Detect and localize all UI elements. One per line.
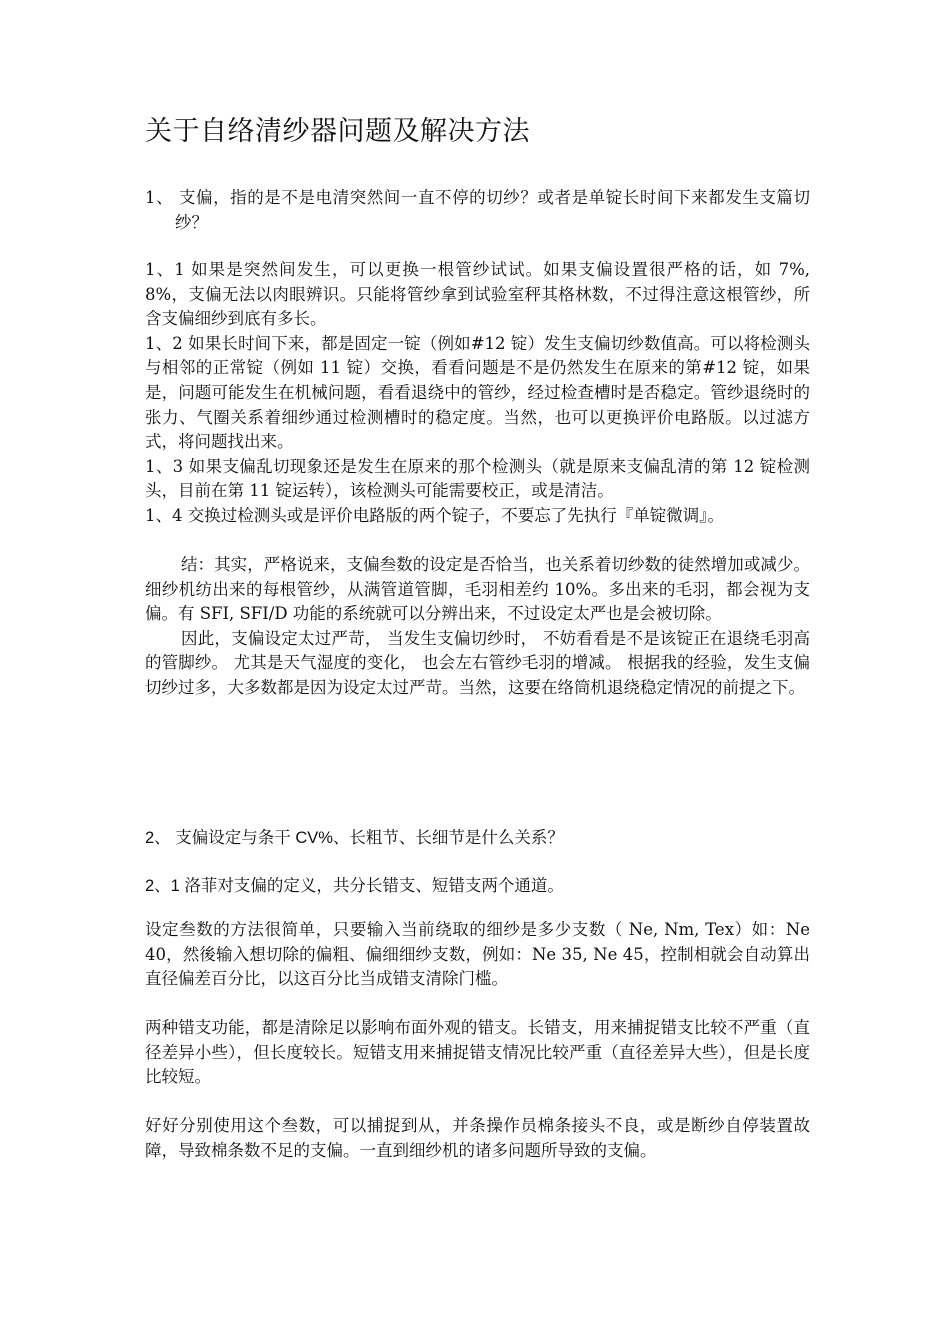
conclusion-paragraph: 结：其实，严格说来，支偏叁数的设定是否恰当，也关系着切纱数的徒然增加或减少。细纱机纺出来的每根管纱，从满管道管脚，毛羽相差约 10%。多出来的毛羽，都会视为支偏。有 SFI, SFI/D 功能的系统就可以分辨出来，不过设定太严也是会被切除。: [145, 555, 810, 624]
paragraph-1-1: 1、1 如果是突然间发生，可以更换一根管纱试试。如果支偏设置很严格的话，如 7%, 8%，支偏无法以肉眼辨识。只能将管纱拿到试验室秤其格林数，不过得注意这根管纱，所含支偏细纱到底有多长。: [145, 260, 810, 329]
section2-question: 2、 支偏设定与条干 CV%、长粗节、长细节是什么关系？: [145, 829, 564, 847]
paragraph-1-3: 1、3 如果支偏乱切现象还是发生在原来的那个检测头（就是原来支偏乱清的第 12 锭检测头，目前在第 11 锭运转），该检测头可能需要校正，或是清洁。: [145, 456, 810, 501]
usage-paragraph: 好好分别使用这个叁数，可以捕捉到从，并条操作员棉条接头不良，或是断纱自停装置故障，导致棉条数不足的支偏。一直到细纱机的诸多问题所导致的支偏。: [145, 1116, 810, 1160]
paragraph-1-2: 1、2 如果长时间下来，都是固定一锭（例如#12 锭）发生支偏切纱数值高。可以将检测头与相邻的正常锭（例如 11 锭）交换，看看问题是不是仍然发生在原来的第#12 锭，如果是，问题可能发生在机械问题，看看退绕中的管纱，经过检查槽时是否稳定。管纱退绕时的张力、气圈关系着细纱通过检测槽时的稳定度。当然，也可以更换评价电路版。以过滤方式，将问题找出来。: [145, 333, 810, 452]
section1-question: 1、 支偏，指的是不是电清突然间一直不停的切纱？或者是单锭长时间下来都发生支篇切纱？: [145, 188, 810, 232]
document-title: 关于自络清纱器问题及解决方法: [145, 116, 530, 147]
setting-paragraph: 设定叁数的方法很简单，只要输入当前绕取的细纱是多少支数（ Ne, Nm, Tex）如：Ne 40，然後输入想切除的偏粗、偏细细纱支数，例如：Ne 35, Ne 45，控制相就会自动算出直径偏差百分比，以这百分比当成错支清除门槛。: [145, 920, 810, 989]
paragraph-1-4: 1、4 交换过检测头或是评价电路版的两个锭子，不要忘了先执行『单锭微调』。: [145, 505, 724, 525]
conclusion-block: [145, 553, 810, 701]
two-functions-paragraph: 两种错支功能，都是清除足以影响布面外观的错支。长错支，用来捕捉错支比较不严重（直径差异小些），但长度较长。短错支用来捕捉错支情况比较严重（直径差异大些），但是长度比较短。: [145, 1018, 810, 1087]
section1-answers: [145, 258, 810, 529]
therefore-paragraph: 因此，支偏设定太过严苛， 当发生支偏切纱时， 不妨看看是不是该锭正在退绕毛羽高的管脚纱。 尤其是天气湿度的变化， 也会左右管纱毛羽的增减。 根据我的经验，发生支偏切纱过多，大多数都是因为设定太过严苛。当然，这要在络筒机退绕稳定情况的前提之下。: [145, 628, 810, 697]
paragraph-2-1: 2、1 洛菲对支偏的定义，共分长错支、短错支两个通道。: [145, 877, 564, 895]
